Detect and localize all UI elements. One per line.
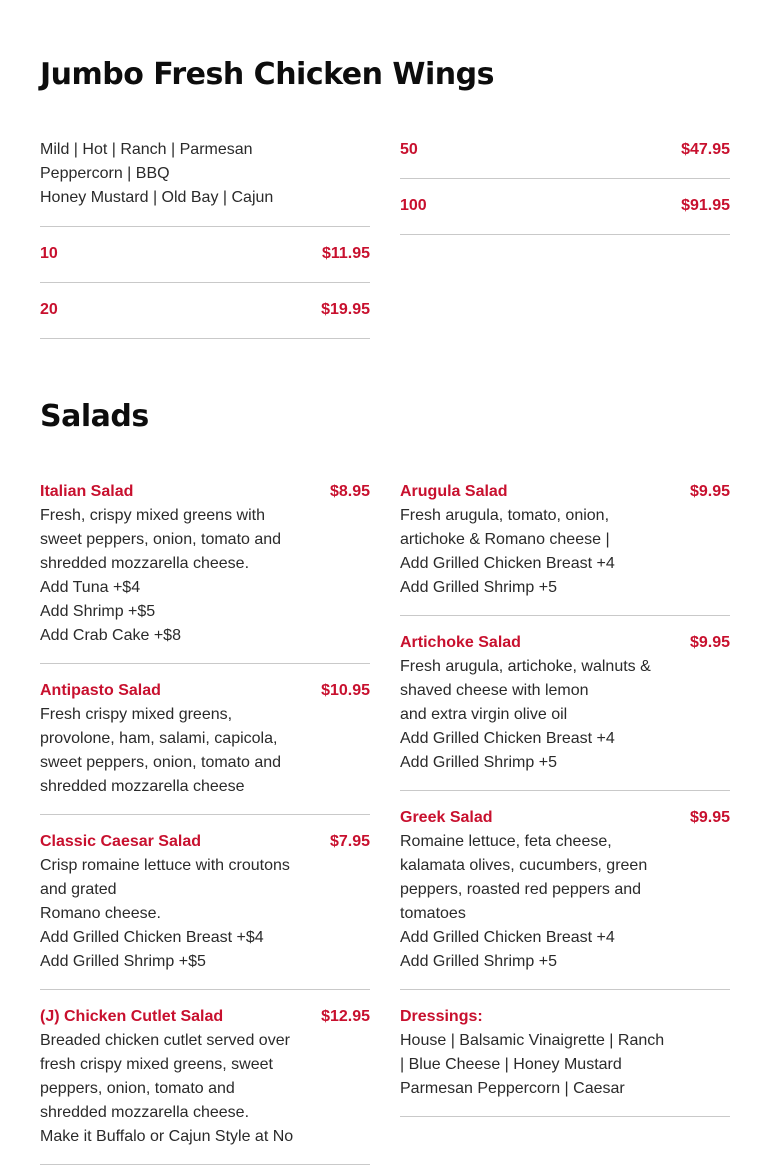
item-description [400, 655, 660, 775]
menu-item [400, 480, 730, 616]
item-price: $9.95 [689, 809, 730, 826]
menu-item [400, 806, 730, 990]
wing-qty: 100 [400, 197, 427, 214]
item-name: (J) Chicken Cutlet Salad [40, 1008, 224, 1025]
description-line: Add Grilled Shrimp +5 [400, 754, 557, 771]
description-line: Fresh crispy mixed greens, [40, 706, 233, 723]
wing-flavor-line: Honey Mustard | Old Bay | Cajun [40, 189, 274, 206]
item-description [40, 854, 295, 974]
wings-right-column [400, 123, 730, 235]
salads-section-title: Salads [40, 399, 149, 434]
description-line: peppers, onion, tomato and [40, 1080, 235, 1097]
description-line: tomatoes [400, 905, 466, 922]
item-price: $10.95 [321, 682, 370, 699]
description-line: Add Grilled Chicken Breast +4 [400, 929, 615, 946]
description-line: sweet peppers, onion, tomato and [40, 531, 282, 548]
description-line: Crisp romaine lettuce with croutons [40, 857, 290, 874]
menu-item [40, 480, 370, 664]
wing-flavor-line: Peppercorn | BBQ [40, 165, 170, 182]
description-line: Add Tuna +$4 [40, 579, 141, 596]
item-price: $9.95 [689, 483, 730, 500]
description-line: Add Crab Cake +$8 [40, 627, 181, 644]
wings-left-column [40, 138, 370, 339]
wing-price-row [40, 283, 370, 339]
item-description [400, 830, 660, 974]
description-line: shredded mozzarella cheese. [40, 1104, 250, 1121]
salads-left-column [40, 480, 370, 1165]
menu-item [40, 1005, 370, 1165]
menu-item [40, 679, 370, 815]
description-line: shaved cheese with lemon [400, 682, 589, 699]
description-line: Add Grilled Shrimp +$5 [40, 953, 206, 970]
description-line: and grated [40, 881, 117, 898]
description-line: shredded mozzarella cheese. [40, 555, 250, 572]
description-line: Fresh, crispy mixed greens with [40, 507, 265, 524]
menu-item [40, 830, 370, 990]
wing-price-row [400, 123, 730, 179]
item-description [40, 1029, 295, 1149]
description-line: Breaded chicken cutlet served over [40, 1032, 290, 1049]
description-line: sweet peppers, onion, tomato and [40, 754, 282, 771]
description-line: Parmesan Peppercorn | Caesar [400, 1080, 625, 1097]
description-line: shredded mozzarella cheese [40, 778, 245, 795]
wing-qty: 10 [40, 245, 58, 262]
wing-price: $19.95 [321, 301, 370, 318]
item-name: Classic Caesar Salad [40, 833, 201, 850]
item-name: Greek Salad [400, 809, 493, 826]
item-price: $9.95 [689, 634, 730, 651]
description-line: Romaine lettuce, feta cheese, [400, 833, 612, 850]
description-line: Add Grilled Chicken Breast +$4 [40, 929, 264, 946]
wing-price-row [40, 227, 370, 283]
item-description [40, 703, 295, 799]
item-name: Arugula Salad [400, 483, 508, 500]
description-line: Fresh arugula, artichoke, walnuts & [400, 658, 651, 675]
description-line: | Blue Cheese | Honey Mustard [400, 1056, 622, 1073]
description-line: Fresh arugula, tomato, onion, [400, 507, 610, 524]
description-line: Add Shrimp +$5 [40, 603, 156, 620]
item-name: Artichoke Salad [400, 634, 521, 651]
description-line: Add Grilled Shrimp +5 [400, 579, 557, 596]
description-line: peppers, roasted red peppers and [400, 881, 642, 898]
description-line: Add Grilled Chicken Breast +4 [400, 555, 615, 572]
item-name: Italian Salad [40, 483, 134, 500]
description-line: Add Grilled Chicken Breast +4 [400, 730, 615, 747]
item-name: Antipasto Salad [40, 682, 161, 699]
description-line: provolone, ham, salami, capicola, [40, 730, 278, 747]
wing-qty: 50 [400, 141, 418, 158]
description-line: House | Balsamic Vinaigrette | Ranch [400, 1032, 665, 1049]
wing-price-row [400, 179, 730, 235]
item-description [400, 504, 655, 600]
wing-flavor-line: Mild | Hot | Ranch | Parmesan [40, 141, 253, 158]
description-line: kalamata olives, cucumbers, green [400, 857, 648, 874]
description-line: fresh crispy mixed greens, sweet [40, 1056, 273, 1073]
dressings-label: Dressings: [400, 1008, 483, 1025]
description-line: and extra virgin olive oil [400, 706, 568, 723]
menu-item [400, 631, 730, 791]
wings-section-title: Jumbo Fresh Chicken Wings [40, 57, 494, 92]
salads-right-column [400, 480, 730, 1117]
description-line: Make it Buffalo or Cajun Style at No [40, 1128, 294, 1145]
description-line: Add Grilled Shrimp +5 [400, 953, 557, 970]
description-line: Romano cheese. [40, 905, 161, 922]
item-price: $12.95 [321, 1008, 370, 1025]
description-line: artichoke & Romano cheese | [400, 531, 610, 548]
item-description [40, 504, 295, 648]
wing-qty: 20 [40, 301, 58, 318]
item-description [400, 1029, 670, 1101]
item-price: $8.95 [329, 483, 370, 500]
dressings-item [400, 1005, 730, 1117]
wing-price: $47.95 [681, 141, 730, 158]
wing-price: $11.95 [321, 245, 370, 262]
wing-price: $91.95 [681, 197, 730, 214]
item-price: $7.95 [329, 833, 370, 850]
wing-flavors [40, 138, 370, 227]
